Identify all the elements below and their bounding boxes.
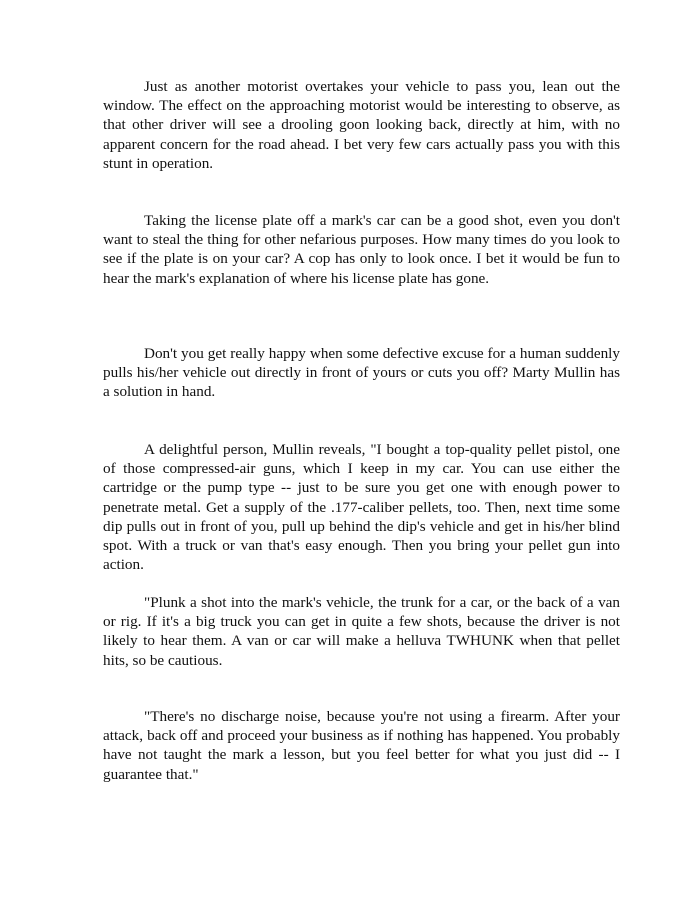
paragraph-plunk-a-shot: "Plunk a shot into the mark's vehicle, the trunk for a car, or the back of a van or rig. If it's a big truck you can get in quite a few shots, because the driver is not likely to hear them. A van or car will make a helluva TWHUNK when that pellet hits, so be cautious. <box>103 594 620 669</box>
paragraph-lean-out-window: Just as another motorist overtakes your vehicle to pass you, lean out the window. The effect on the approaching motorist would be interesting to observe, as that other driver will see a drooling goon looking back, directly at him, with no apparent concern for the road ahead. I bet very few cars actually pass you with this stunt in operation. <box>103 78 620 172</box>
paragraph-no-discharge-noise: "There's no discharge noise, because you're not using a firearm. After your attack, back off and proceed your business as if nothing has happened. You probably have not taught the mark a lesson, but you feel better for what you just did -- I guarantee that." <box>103 708 620 783</box>
paragraph-license-plate: Taking the license plate off a mark's car can be a good shot, even you don't want to steal the thing for other nefarious purposes. How many times do you look to see if the plate is on your car? A cop has only to look once. I bet it would be fun to hear the mark's explanation of where his license plate has gone. <box>103 212 620 287</box>
paragraph-defective-driver: Don't you get really happy when some defective excuse for a human suddenly pulls his/her vehicle out directly in front of yours or cuts you off? Marty Mullin has a solution in hand. <box>103 345 620 401</box>
paragraph-pellet-pistol: A delightful person, Mullin reveals, "I bought a top-quality pellet pistol, one of those compressed-air guns, which I keep in my car. You can use either the cartridge or the pump type -- just to be sure you get one with enough power to penetrate metal. Get a supply of the .177-caliber pellets, too. Then, next time some dip pulls out in front of you, pull up behind the dip's vehicle and get in his/her blind spot. With a truck or van that's easy enough. Then you bring your pellet gun into action. <box>103 441 620 574</box>
